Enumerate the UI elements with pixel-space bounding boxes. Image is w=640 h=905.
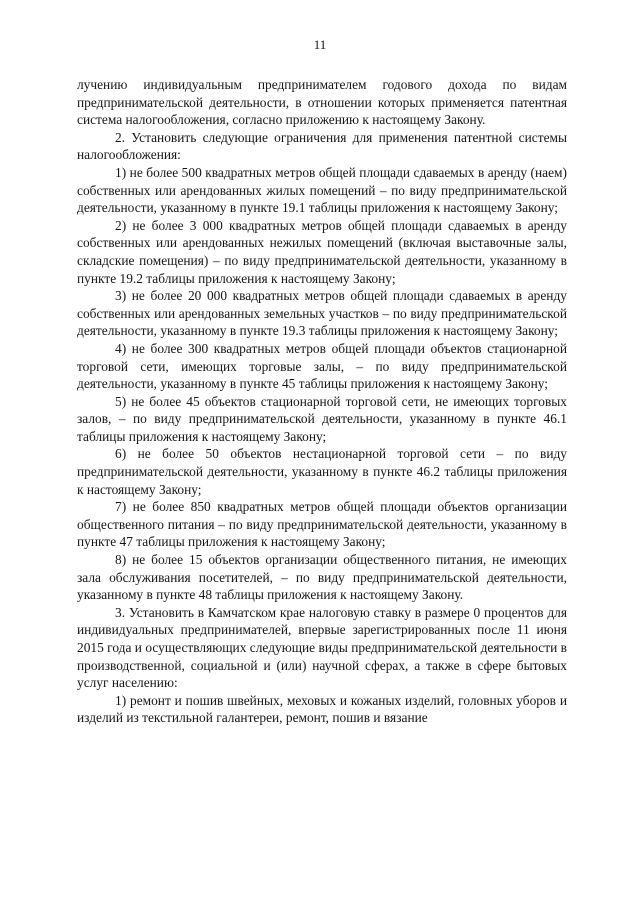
paragraph-limit-7: 7) не более 850 квадратных метров общей площади объектов организации общественного питания – по виду предпринимательской деятельности, указанному в пункте 47 таблицы приложения к настоящему Закону;	[77, 499, 567, 550]
paragraph-item-3-heading: 3. Установить в Камчатском крае налоговую ставку в размере 0 процентов для индивидуальных предпринимателей, впервые зарегистрированных после 11 июня 2015 года и осуществляющих следующие виды предпринимательской деятельности в производственной, социальной и (или) научной сферах, а также в сфере бытовых услуг населению:	[77, 604, 567, 691]
page-number: 11	[313, 37, 327, 52]
paragraph-limit-2: 2) не более 3 000 квадратных метров общей площади сдаваемых в аренду собственных или арендованных нежилых помещений (включая выставочные залы, складские помещения) – по виду предпринимательской деятельности, указанному в пункте 19.2 таблицы приложения к настоящему Закону;	[77, 217, 567, 286]
document-body	[77, 76, 567, 727]
paragraph-limit-5: 5) не более 45 объектов стационарной торговой сети, не имеющих торговых залов, – по виду предпринимательской деятельности, указанному в пункте 46.1 таблицы приложения к настоящему Закону;	[77, 393, 567, 444]
paragraph-limit-6: 6) не более 50 объектов нестационарной торговой сети – по виду предпринимательской деятельности, указанному в пункте 46.2 таблицы приложения к настоящему Закону;	[77, 446, 567, 497]
paragraph-limit-1: 1) не более 500 квадратных метров общей площади сдаваемых в аренду (наем) собственных или арендованных жилых помещений – по виду предпринимательской деятельности, указанному в пункте 19.1 таблицы приложения к настоящему Закону;	[77, 164, 567, 216]
paragraph-activity-1: 1) ремонт и пошив швейных, меховых и кожаных изделий, головных уборов и изделий из текстильной галантереи, ремонт, пошив и вязание	[77, 692, 567, 726]
paragraph-limit-3: 3) не более 20 000 квадратных метров общей площади сдаваемых в аренду собственных или арендованных земельных участков – по виду предпринимательской деятельности, указанному в пункте 19.3 таблицы приложения к настоящему Закону;	[77, 288, 567, 339]
paragraph-limit-4: 4) не более 300 квадратных метров общей площади объектов стационарной торговой сети, имеющих торговые залы, – по виду предпринимательской деятельности, указанному в пункте 45 таблицы приложения к настоящему Закону;	[77, 340, 567, 392]
paragraph-limit-8: 8) не более 15 объектов организации общественного питания, не имеющих зала обслуживания посетителей, – по виду предпринимательской деятельности, указанному в пункте 48 таблицы приложения к настоящему Закону.	[77, 552, 567, 603]
paragraph-intro-continuation: лучению индивидуальным предпринимателем годового дохода по видам предпринимательской деятельности, в отношении которых применяется патентная система налогообложения, согласно приложению к настоящему Закону.	[77, 77, 567, 128]
paragraph-item-2-heading: 2. Установить следующие ограничения для применения патентной системы налогообложения:	[77, 129, 567, 163]
